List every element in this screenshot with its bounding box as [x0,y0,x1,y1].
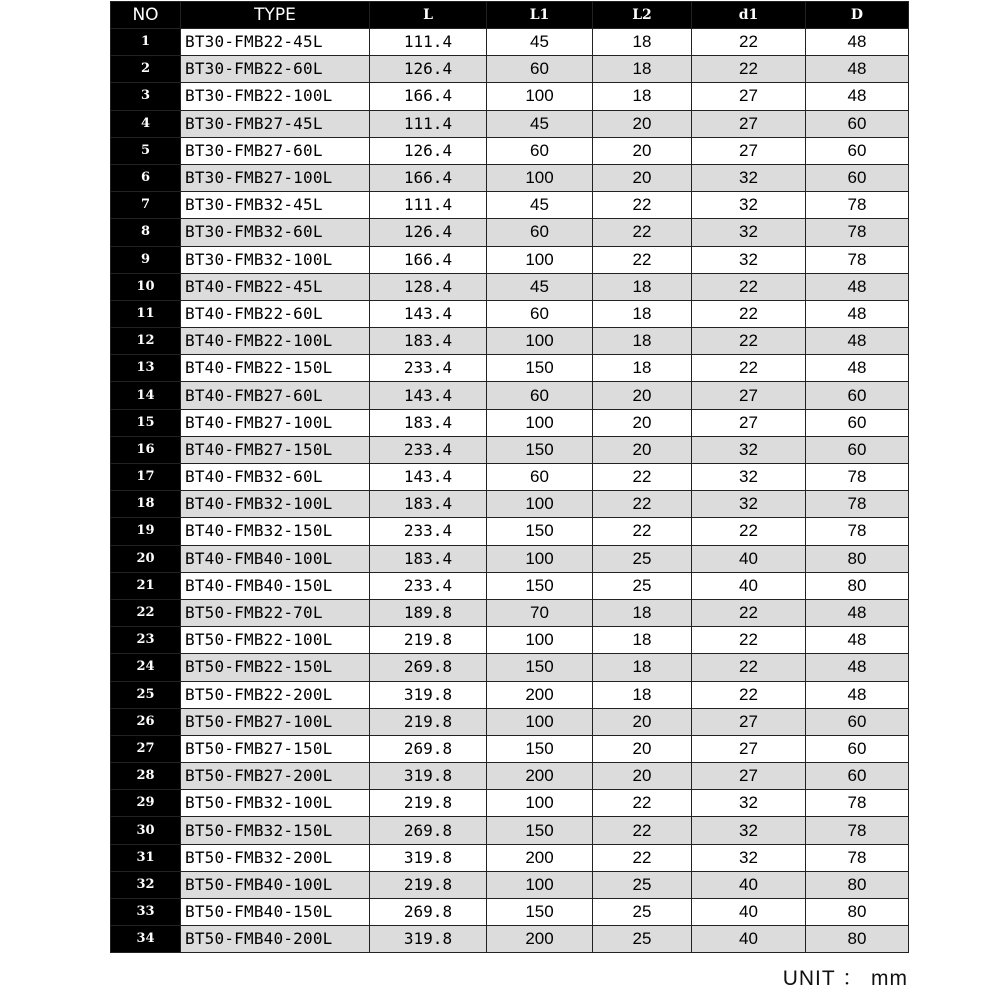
no-cell: 12 [111,328,181,355]
no-cell: 9 [111,246,181,273]
no-cell: 11 [111,300,181,327]
type-cell: BT30-FMB27-60L [181,137,370,164]
type-cell: BT30-FMB22-45L [181,29,370,56]
table-row [111,599,909,626]
d-cell: 48 [806,273,909,300]
table-row [111,56,909,83]
header-d: D [806,2,909,29]
d-cell: 48 [806,328,909,355]
l2-cell: 20 [593,382,692,409]
l1-cell: 200 [487,681,593,708]
no-cell: 30 [111,817,181,844]
l-cell: 233.4 [370,436,487,463]
l1-cell: 60 [487,137,593,164]
l-cell: 189.8 [370,599,487,626]
table-row [111,137,909,164]
d-cell: 48 [806,599,909,626]
d-cell: 80 [806,899,909,926]
type-cell: BT30-FMB32-45L [181,192,370,219]
l1-cell: 60 [487,219,593,246]
no-cell: 15 [111,409,181,436]
l2-cell: 22 [593,844,692,871]
no-cell: 27 [111,735,181,762]
table-row [111,899,909,926]
spec-table [110,1,909,953]
d-cell: 60 [806,708,909,735]
l1-cell: 150 [487,572,593,599]
table-row [111,355,909,382]
type-cell: BT40-FMB32-100L [181,491,370,518]
d1-cell: 22 [692,273,806,300]
table-row [111,246,909,273]
d-cell: 60 [806,763,909,790]
table-row [111,518,909,545]
header-l2: L2 [593,2,692,29]
no-cell: 6 [111,164,181,191]
l2-cell: 20 [593,164,692,191]
l1-cell: 100 [487,627,593,654]
type-cell: BT40-FMB22-45L [181,273,370,300]
table-row [111,871,909,898]
l-cell: 233.4 [370,355,487,382]
l1-cell: 60 [487,382,593,409]
l-cell: 166.4 [370,246,487,273]
d1-cell: 27 [692,137,806,164]
type-cell: BT40-FMB22-100L [181,328,370,355]
d-cell: 48 [806,29,909,56]
l-cell: 166.4 [370,164,487,191]
no-cell: 17 [111,464,181,491]
type-cell: BT40-FMB40-100L [181,545,370,572]
no-cell: 7 [111,192,181,219]
l-cell: 219.8 [370,871,487,898]
l2-cell: 25 [593,871,692,898]
no-cell: 33 [111,899,181,926]
no-cell: 22 [111,599,181,626]
l1-cell: 150 [487,436,593,463]
table-row [111,926,909,953]
l1-cell: 200 [487,763,593,790]
d1-cell: 27 [692,708,806,735]
d-cell: 78 [806,246,909,273]
type-cell: BT50-FMB22-100L [181,627,370,654]
l-cell: 143.4 [370,464,487,491]
table-row [111,681,909,708]
l-cell: 111.4 [370,110,487,137]
d1-cell: 32 [692,464,806,491]
l1-cell: 100 [487,246,593,273]
type-cell: BT50-FMB40-200L [181,926,370,953]
l-cell: 183.4 [370,409,487,436]
l2-cell: 18 [593,654,692,681]
l2-cell: 18 [593,273,692,300]
table-row [111,708,909,735]
no-cell: 26 [111,708,181,735]
d-cell: 48 [806,300,909,327]
type-cell: BT30-FMB32-60L [181,219,370,246]
l2-cell: 25 [593,545,692,572]
l2-cell: 20 [593,409,692,436]
d-cell: 80 [806,871,909,898]
d-cell: 80 [806,545,909,572]
l-cell: 219.8 [370,790,487,817]
header-l: L [370,2,487,29]
d1-cell: 32 [692,491,806,518]
l1-cell: 200 [487,926,593,953]
no-cell: 18 [111,491,181,518]
table-row [111,572,909,599]
l2-cell: 22 [593,491,692,518]
d1-cell: 22 [692,300,806,327]
d1-cell: 22 [692,599,806,626]
table-row [111,300,909,327]
no-cell: 2 [111,56,181,83]
table-row [111,491,909,518]
header-l1: L1 [487,2,593,29]
l1-cell: 100 [487,545,593,572]
l-cell: 319.8 [370,681,487,708]
d-cell: 78 [806,219,909,246]
type-cell: BT30-FMB27-100L [181,164,370,191]
type-cell: BT30-FMB32-100L [181,246,370,273]
d1-cell: 40 [692,899,806,926]
l-cell: 166.4 [370,83,487,110]
table-row [111,817,909,844]
l-cell: 233.4 [370,518,487,545]
l1-cell: 45 [487,192,593,219]
l2-cell: 20 [593,436,692,463]
l-cell: 183.4 [370,491,487,518]
no-cell: 3 [111,83,181,110]
d1-cell: 22 [692,328,806,355]
no-cell: 34 [111,926,181,953]
table-body [111,29,909,953]
d-cell: 48 [806,627,909,654]
l1-cell: 100 [487,491,593,518]
type-cell: BT50-FMB22-70L [181,599,370,626]
no-cell: 10 [111,273,181,300]
l-cell: 143.4 [370,300,487,327]
no-cell: 13 [111,355,181,382]
d-cell: 60 [806,382,909,409]
l2-cell: 22 [593,464,692,491]
no-cell: 5 [111,137,181,164]
l-cell: 111.4 [370,29,487,56]
type-cell: BT40-FMB32-60L [181,464,370,491]
l2-cell: 18 [593,300,692,327]
l-cell: 319.8 [370,926,487,953]
l1-cell: 100 [487,790,593,817]
type-cell: BT50-FMB40-150L [181,899,370,926]
type-cell: BT40-FMB22-60L [181,300,370,327]
type-cell: BT50-FMB27-200L [181,763,370,790]
no-cell: 31 [111,844,181,871]
l2-cell: 22 [593,518,692,545]
no-cell: 29 [111,790,181,817]
table-row [111,273,909,300]
l1-cell: 45 [487,273,593,300]
type-cell: BT40-FMB27-150L [181,436,370,463]
d-cell: 60 [806,735,909,762]
d1-cell: 22 [692,355,806,382]
l2-cell: 18 [593,328,692,355]
l1-cell: 60 [487,300,593,327]
l2-cell: 18 [593,599,692,626]
table-row [111,192,909,219]
table-row [111,790,909,817]
l2-cell: 18 [593,627,692,654]
table-row [111,409,909,436]
unit-label: UNIT ： mm [782,967,908,990]
d1-cell: 27 [692,382,806,409]
l2-cell: 25 [593,926,692,953]
l-cell: 183.4 [370,328,487,355]
d-cell: 48 [806,654,909,681]
l2-cell: 18 [593,355,692,382]
no-cell: 28 [111,763,181,790]
no-cell: 19 [111,518,181,545]
l2-cell: 22 [593,246,692,273]
l-cell: 111.4 [370,192,487,219]
d1-cell: 27 [692,110,806,137]
l1-cell: 100 [487,328,593,355]
l1-cell: 150 [487,735,593,762]
header-no: NO [111,2,181,29]
l2-cell: 20 [593,137,692,164]
no-cell: 25 [111,681,181,708]
no-cell: 24 [111,654,181,681]
type-cell: BT40-FMB22-150L [181,355,370,382]
l-cell: 269.8 [370,735,487,762]
d-cell: 60 [806,164,909,191]
d1-cell: 32 [692,164,806,191]
d1-cell: 40 [692,871,806,898]
table-row [111,328,909,355]
table-row [111,219,909,246]
d-cell: 78 [806,790,909,817]
d-cell: 60 [806,110,909,137]
table-row [111,763,909,790]
type-cell: BT50-FMB27-100L [181,708,370,735]
l2-cell: 20 [593,763,692,790]
no-cell: 32 [111,871,181,898]
d-cell: 48 [806,355,909,382]
type-cell: BT50-FMB32-200L [181,844,370,871]
type-cell: BT30-FMB22-60L [181,56,370,83]
d-cell: 48 [806,681,909,708]
d1-cell: 22 [692,56,806,83]
table-row [111,627,909,654]
d1-cell: 27 [692,83,806,110]
d-cell: 48 [806,83,909,110]
d1-cell: 32 [692,246,806,273]
type-cell: BT40-FMB40-150L [181,572,370,599]
no-cell: 8 [111,219,181,246]
d-cell: 78 [806,844,909,871]
d-cell: 78 [806,464,909,491]
l2-cell: 22 [593,817,692,844]
l1-cell: 150 [487,817,593,844]
no-cell: 16 [111,436,181,463]
type-cell: BT50-FMB22-200L [181,681,370,708]
d-cell: 60 [806,409,909,436]
d1-cell: 27 [692,409,806,436]
table-row [111,545,909,572]
d1-cell: 32 [692,790,806,817]
l1-cell: 200 [487,844,593,871]
l1-cell: 100 [487,164,593,191]
type-cell: BT40-FMB32-150L [181,518,370,545]
type-cell: BT50-FMB32-150L [181,817,370,844]
l2-cell: 22 [593,219,692,246]
l1-cell: 150 [487,654,593,681]
l-cell: 219.8 [370,627,487,654]
l2-cell: 22 [593,790,692,817]
l-cell: 269.8 [370,817,487,844]
d1-cell: 32 [692,817,806,844]
no-cell: 14 [111,382,181,409]
type-cell: BT50-FMB22-150L [181,654,370,681]
table-row [111,164,909,191]
l2-cell: 18 [593,83,692,110]
l2-cell: 25 [593,572,692,599]
l1-cell: 45 [487,110,593,137]
type-cell: BT30-FMB22-100L [181,83,370,110]
d1-cell: 27 [692,763,806,790]
d1-cell: 40 [692,572,806,599]
d1-cell: 40 [692,926,806,953]
table-row [111,654,909,681]
l1-cell: 45 [487,29,593,56]
l1-cell: 70 [487,599,593,626]
d1-cell: 32 [692,844,806,871]
d-cell: 78 [806,192,909,219]
l1-cell: 150 [487,899,593,926]
d1-cell: 22 [692,518,806,545]
l1-cell: 100 [487,871,593,898]
d1-cell: 22 [692,29,806,56]
d-cell: 78 [806,518,909,545]
d-cell: 60 [806,137,909,164]
d1-cell: 32 [692,436,806,463]
no-cell: 4 [111,110,181,137]
l2-cell: 18 [593,29,692,56]
d-cell: 78 [806,491,909,518]
table-row [111,382,909,409]
l-cell: 269.8 [370,899,487,926]
l-cell: 219.8 [370,708,487,735]
l2-cell: 18 [593,56,692,83]
no-cell: 23 [111,627,181,654]
d1-cell: 22 [692,681,806,708]
type-cell: BT50-FMB27-150L [181,735,370,762]
l1-cell: 150 [487,518,593,545]
l1-cell: 150 [487,355,593,382]
l-cell: 319.8 [370,763,487,790]
no-cell: 20 [111,545,181,572]
l-cell: 126.4 [370,56,487,83]
l1-cell: 60 [487,56,593,83]
d-cell: 78 [806,817,909,844]
table-row [111,464,909,491]
d1-cell: 32 [692,192,806,219]
no-cell: 1 [111,29,181,56]
l2-cell: 20 [593,735,692,762]
l-cell: 126.4 [370,219,487,246]
d-cell: 80 [806,926,909,953]
type-cell: BT40-FMB27-100L [181,409,370,436]
table-row [111,83,909,110]
l2-cell: 18 [593,681,692,708]
l-cell: 128.4 [370,273,487,300]
l2-cell: 22 [593,192,692,219]
l-cell: 269.8 [370,654,487,681]
header-type: TYPE [181,2,370,29]
header-d1: d1 [692,2,806,29]
d-cell: 80 [806,572,909,599]
table-row [111,110,909,137]
type-cell: BT40-FMB27-60L [181,382,370,409]
l1-cell: 100 [487,708,593,735]
l-cell: 183.4 [370,545,487,572]
l-cell: 233.4 [370,572,487,599]
table-row [111,436,909,463]
d1-cell: 22 [692,627,806,654]
l1-cell: 100 [487,83,593,110]
table-header [111,2,909,29]
l2-cell: 20 [593,110,692,137]
l-cell: 126.4 [370,137,487,164]
d-cell: 60 [806,436,909,463]
type-cell: BT30-FMB27-45L [181,110,370,137]
d1-cell: 40 [692,545,806,572]
table-row [111,735,909,762]
l1-cell: 60 [487,464,593,491]
l2-cell: 25 [593,899,692,926]
header-row [111,2,909,29]
d1-cell: 22 [692,654,806,681]
l-cell: 319.8 [370,844,487,871]
l1-cell: 100 [487,409,593,436]
table-row [111,844,909,871]
type-cell: BT50-FMB32-100L [181,790,370,817]
d1-cell: 32 [692,219,806,246]
l-cell: 143.4 [370,382,487,409]
no-cell: 21 [111,572,181,599]
d-cell: 48 [806,56,909,83]
type-cell: BT50-FMB40-100L [181,871,370,898]
table-row [111,29,909,56]
d1-cell: 27 [692,735,806,762]
l2-cell: 20 [593,708,692,735]
